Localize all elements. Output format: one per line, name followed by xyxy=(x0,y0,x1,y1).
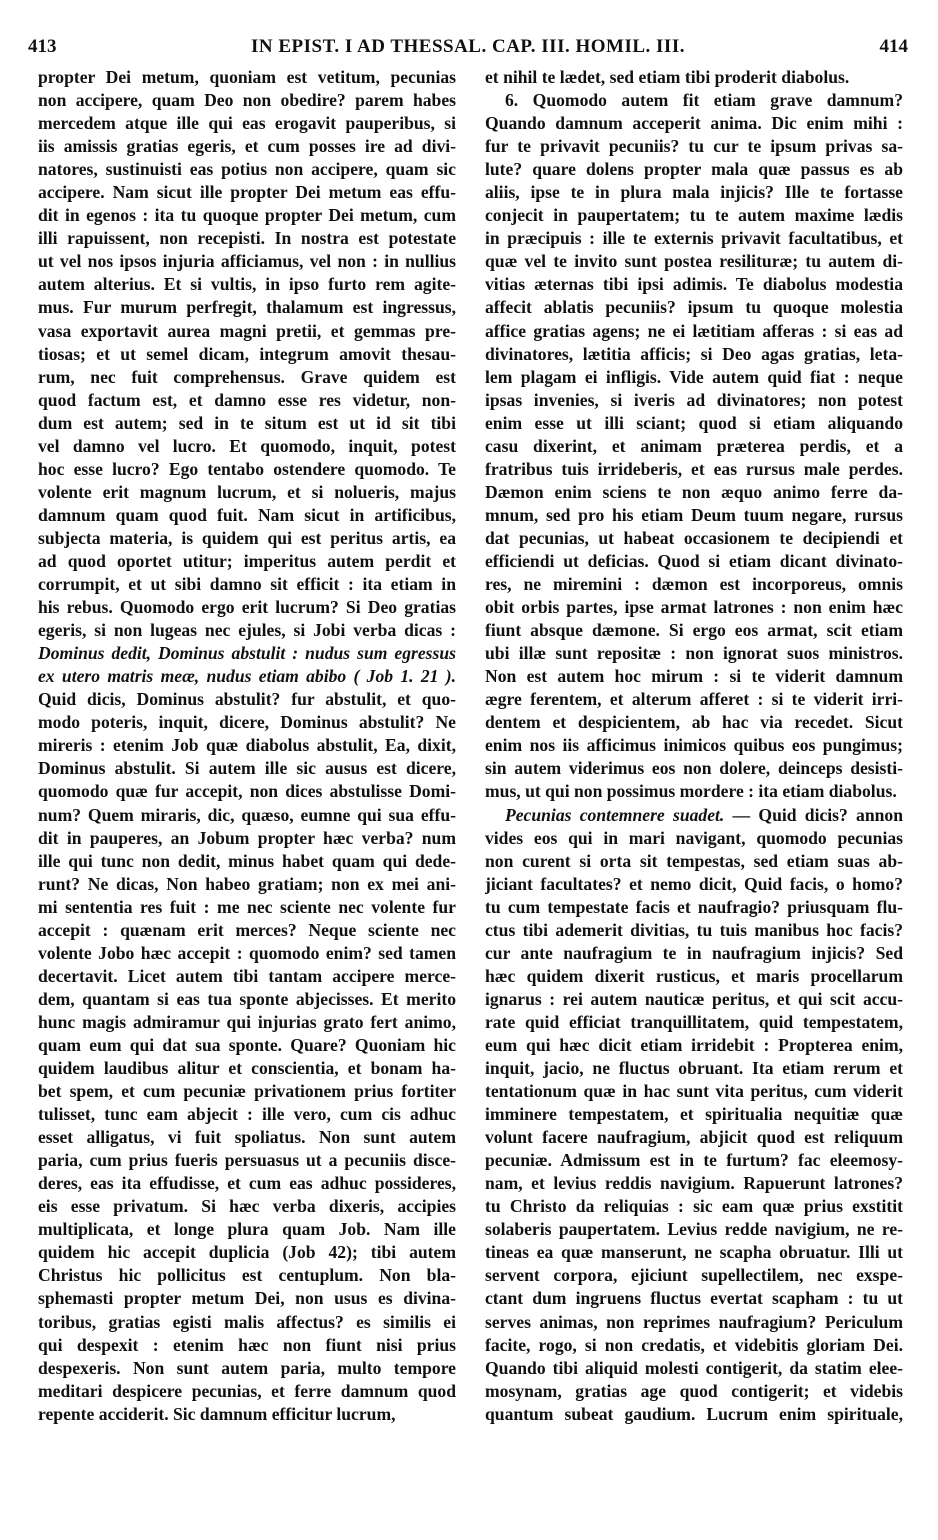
text-line: Quando tibi aliquid molesti contigerit, da statim elee- xyxy=(485,1357,903,1378)
text-line: affecit ablatis pecuniis? ipsum tu quoque molestia xyxy=(485,297,903,318)
text-line: ignarus : rei autem nauticæ peritus, et qui scit accu- xyxy=(485,988,903,1009)
text-line: toribus, gratias egisti malis affectus? es similis ei xyxy=(38,1311,456,1332)
text-line: quod factum est, et damno esse res videtur, non- xyxy=(38,389,456,410)
text-line: quidem laudibus alitur et conscientia, et bonam ha- xyxy=(38,1058,456,1079)
text-line: res, ne miremini : dæmon est incorporeus, omnis xyxy=(485,574,903,595)
text-line: Dominus dedit, Dominus abstulit : nudus sum egressus xyxy=(38,643,456,664)
text-line: in præcipuis : ille te externis privavit facultatibus, et xyxy=(485,228,903,249)
text-line: enim nos iis afficimus inimicos quibus eos pungimus; xyxy=(485,735,903,756)
text-line: jiciant facultates? et nemo dicit, Quid facis, o homo? xyxy=(485,873,903,894)
text-line: tu Christo da reliquias : sic eam quæ prius exstitit xyxy=(485,1196,903,1217)
text-line: ille qui tunc non dedit, minus habet quam qui dede- xyxy=(38,850,456,871)
text-line xyxy=(485,804,903,827)
text-line: imminere tempestatem, et spiritualia nequitiæ quæ xyxy=(485,1104,903,1125)
text-line: ctant dum ingruens fluctus evertat scapham : tu ut xyxy=(485,1288,903,1309)
text-line: propter Dei metum, quoniam est vetitum, pecunias xyxy=(38,67,456,87)
text-line: dem, quantam si eas tua sponte abjecisses. Et merito xyxy=(38,988,456,1009)
text-line: qui despexit : etenim hæc non fiunt nisi prius xyxy=(38,1334,456,1355)
text-line: volunt facere naufragium, abjicit quod est reliquum xyxy=(485,1127,903,1148)
text-line: vides eos qui in mari navigant, quomodo pecunias xyxy=(485,827,903,848)
text-line: ut vel nos ipsos injuria afficiamus, vel non : in nullius xyxy=(38,251,456,272)
text-line: serves animas, non reprimes naufragium? Periculum xyxy=(485,1311,903,1332)
text-line: eum qui hæc dicit etiam irridebit : Propterea enim, xyxy=(485,1034,903,1055)
text-line: divinatores, lætitia afficis; si Deo agas gratias, leta- xyxy=(485,343,903,364)
text-line: corrumpit, et ut sibi damno sit efficit : ita etiam in xyxy=(38,574,456,595)
text-line: deres, eas ita effudisse, et cum eas adhuc possideres, xyxy=(38,1173,456,1194)
text-line: sphemasti propter metum Dei, non usus es divina- xyxy=(38,1288,456,1309)
text-line: quæ vel te invito sunt postea resilituræ; tu autem di- xyxy=(485,251,903,272)
text-line: rum, nec fuit comprehensus. Grave quidem est xyxy=(38,366,456,387)
text-line: hæc quidem dixerit rusticus, et maris procellarum xyxy=(485,965,903,986)
text-line: quidem hic accepit duplicia (Job 42); tibi autem xyxy=(38,1242,456,1263)
text-line: vel damno vel lucro. Et quomodo, inquit, potest xyxy=(38,435,456,456)
text-line: mnum, sed pro his etiam Deum tuum negare, rursus xyxy=(485,504,903,525)
left-column xyxy=(38,66,456,1426)
text-line: Quid dicis, Dominus abstulit? fur abstulit, et quo- xyxy=(38,689,456,710)
text-line: Dæmon enim sciens te non æquo animo ferre da- xyxy=(485,481,903,502)
text-line: autem alterius. Et si vultis, in ipso furto rem agite- xyxy=(38,274,456,295)
text-line: vitias æternas tibi ipsi adimis. Te diabolus modestia xyxy=(485,274,903,295)
text-line: dat pecunias, ut habeat occasionem te decipiendi et xyxy=(485,527,903,548)
section-heading: Pecunias contemnere suadet. xyxy=(505,804,725,825)
text-line: damnum quam quod fuit. Nam sicut in artificibus, xyxy=(38,504,456,525)
text-line: quomodo quæ fur accepit, non dices abstulisse Domi- xyxy=(38,781,456,802)
text-line: mus. Fur murum perfregit, thalamum est ingressus, xyxy=(38,297,456,318)
text-line: bet spem, et cum pecuniæ privationem prius fortiter xyxy=(38,1081,456,1102)
text-line: his rebus. Quomodo ergo erit lucrum? Si Deo gratias xyxy=(38,597,456,618)
text-line: ad quod oportet utitur; imperitus autem perdit et xyxy=(38,550,456,571)
text-line: mireris : etenim Job quæ diabolus abstulit, Ea, dixit, xyxy=(38,735,456,756)
text-line: runt? Ne dicas, Non habeo gratiam; non ex mei ani- xyxy=(38,873,456,894)
text-line: fratribus tuis irrideberis, et eas rursus male perdes. xyxy=(485,458,903,479)
page-number-right: 414 xyxy=(879,36,908,57)
page-number-left: 413 xyxy=(28,36,57,57)
text-line: dit in egenos : ita tu quoque propter Dei metum, cum xyxy=(38,205,456,226)
text-fragment: — Quid dicis? annon xyxy=(724,804,903,825)
text-line: dit in pauperes, an Jobum propter hæc verba? num xyxy=(38,827,456,848)
text-line: ctus tibi ademerit divitias, tu tuis manibus hoc facis? xyxy=(485,919,903,940)
text-line: iis amissis gratias egeris, et cum posses ire ad divi- xyxy=(38,136,456,157)
text-line: tulisset, tunc eam abjecit : ille vero, cum cis adhuc xyxy=(38,1104,456,1125)
text-line: natores, sustinuisti eas potius non accipere, quam sic xyxy=(38,159,456,180)
text-line: Quando damnum acceperit anima. Dic enim mihi : xyxy=(485,113,903,134)
text-line: despexeris. Non sunt autem paria, multo tempore xyxy=(38,1357,456,1378)
text-line: mosynam, gratias age quod contigerit; et videbis xyxy=(485,1380,903,1401)
text-line: vasa exportavit aurea magni pretii, et gemmas pre- xyxy=(38,320,456,341)
text-line: efficiendi ut deficias. Quod si etiam dicant divinato- xyxy=(485,550,903,571)
text-line: ipsas invenies, si iveris ad divinatores; non potest xyxy=(485,389,903,410)
right-column xyxy=(485,66,903,1426)
text-line: volente Jobo hæc accepit : quomodo enim? sed tamen xyxy=(38,942,456,963)
text-line: quam eum qui dat sua sponte. Quare? Quoniam hic xyxy=(38,1034,456,1055)
text-line: dum est autem; sed in te situm est ut id sit tibi xyxy=(38,412,456,433)
text-line: decertavit. Licet autem tibi tantam accipere merce- xyxy=(38,965,456,986)
text-line: egeris, si non lugeas nec ejules, si Jobi verba dicas : xyxy=(38,620,456,641)
page-header xyxy=(28,36,908,62)
text-line: subjecta materia, is quidem qui est peritus artis, ea xyxy=(38,527,456,548)
text-line: accepit : quænam erit merces? Neque sciente nec xyxy=(38,919,456,940)
text-line: et nihil te lædet, sed etiam tibi proderit diabolus. xyxy=(485,67,850,87)
text-line: accipere. Nam sicut ille propter Dei metum eas effu- xyxy=(38,182,456,203)
text-line: facite, rogo, si non credatis, et videbitis gloriam Dei. xyxy=(485,1334,903,1355)
text-line: tiosas; et ut semel dicam, integrum amovit thesau- xyxy=(38,343,456,364)
text-line: volente erit magnum lucrum, et si nolueris, majus xyxy=(38,481,456,502)
text-line: 6. Quomodo autem fit etiam grave damnum? xyxy=(505,90,903,111)
text-line: cur ante naufragium te in naufragium injicis? Sed xyxy=(485,942,903,963)
text-line: hunc magis admiramur qui injurias grato fert animo, xyxy=(38,1011,456,1032)
text-line: Dominus abstulit. Si autem ille sic ausus est dicere, xyxy=(38,758,456,779)
text-line: fiunt absque dæmone. Si ergo eos armat, scit etiam xyxy=(485,620,903,641)
text-line: esset alligatus, vi fuit spoliatus. Non sunt autem xyxy=(38,1127,456,1148)
text-line: lute? quare dolens propter mala quæ passus es ab xyxy=(485,159,903,180)
text-line: non accipere, quam Deo non obedire? parem habes xyxy=(38,90,456,111)
text-line: modo poteris, inquit, dicere, Dominus abstulit? Ne xyxy=(38,712,456,733)
text-line: non curent si orta sit tempestas, sed etiam suas ab- xyxy=(485,850,903,871)
text-line: pecuniæ. Admissum est in te furtum? fac eleemosy- xyxy=(485,1150,903,1171)
text-line: mercedem atque ille qui eas erogavit pauperibus, si xyxy=(38,113,456,134)
text-line: servent corpora, ejiciunt supellectilem, nec exspe- xyxy=(485,1265,903,1286)
text-line: multiplicata, et longe plura quam Job. Nam ille xyxy=(38,1219,456,1240)
text-line: lem plagam ei infligis. Vide autem quid fiat : neque xyxy=(485,366,903,387)
text-line: eis esse privatum. Si hæc verba dixeris, accipies xyxy=(38,1196,456,1217)
text-line: obit orbis partes, ipse armat latrones : non enim hæc xyxy=(485,597,903,618)
text-line: mi sententia res fuit : me nec sciente nec volente fur xyxy=(38,896,456,917)
text-line: enim esse ut illi sciant; quod si etiam aliquando xyxy=(485,412,903,433)
text-line: Christus hic pollicitus est centuplum. Non bla- xyxy=(38,1265,456,1286)
text-line: nam, et levius reddis navigium. Rapuerunt latrones? xyxy=(485,1173,903,1194)
text-line: affice gratias agens; ne ei lætitiam afferas : si eas ad xyxy=(485,320,903,341)
text-line: quantum subeat gaudium. Lucrum enim spirituale, xyxy=(485,1403,903,1424)
text-line: rate quid efficiat tranquillitatem, quid tempestatem, xyxy=(485,1011,903,1032)
running-head: IN EPIST. I AD THESSAL. CAP. III. HOMIL. III. xyxy=(251,36,685,57)
text-line: inquit, jacio, ne fluctus obruant. Ita etiam rerum et xyxy=(485,1058,903,1079)
text-line: dentem et despicientem, ab hac via recedet. Sicut xyxy=(485,712,903,733)
text-line: paria, cum prius fueris persuasus ut a pecuniis disce- xyxy=(38,1150,456,1171)
text-line: tineas ea quæ manserunt, ne scapha obruatur. Illi ut xyxy=(485,1242,903,1263)
text-line: tentationum quæ in hac sunt vita peritus, cum viderit xyxy=(485,1081,903,1102)
text-line: ex utero matris meæ, nudus etiam abibo ( Job 1. 21 ). xyxy=(38,666,456,687)
text-line: tu cum tempestate facis et naufragio? priusquam flu- xyxy=(485,896,903,917)
text-line: fur te privavit pecuniis? tu cur te ipsum privas sa- xyxy=(485,136,903,157)
text-line: meditari despicere pecunias, et ferre damnum quod xyxy=(38,1380,456,1401)
text-line: ubi illæ sunt repositæ : non ignorat suos ministros. xyxy=(485,643,903,664)
text-line: casu dixerint, et animam præterea perdis, et a xyxy=(485,435,903,456)
text-line: repente acciderit. Sic damnum efficitur lucrum, xyxy=(38,1403,396,1424)
text-line: mus, ut qui non possimus mordere : ita etiam diabolus. xyxy=(485,781,897,802)
text-line: hoc esse lucro? Ego tentabo ostendere quomodo. Te xyxy=(38,458,456,479)
text-line: aliis, ipse te in plura mala injicis? Ille te fortasse xyxy=(485,182,903,203)
text-line: num? Quem miraris, dic, quæso, eumne qui sua effu- xyxy=(38,804,456,825)
text-line: conjecit in paupertatem; tu te autem maxime lædis xyxy=(485,205,903,226)
text-line: sin autem viderimus eos non dolere, deinceps desisti- xyxy=(485,758,903,779)
text-line: illi rapuissent, non recepisti. In nostra est potestate xyxy=(38,228,456,249)
text-line: solaberis paupertatem. Levius redde navigium, ne re- xyxy=(485,1219,903,1240)
text-line: ægre ferentem, et alterum afferet : si te viderit irri- xyxy=(485,689,903,710)
text-line: Non est autem hoc mirum : si te viderit damnum xyxy=(485,666,903,687)
